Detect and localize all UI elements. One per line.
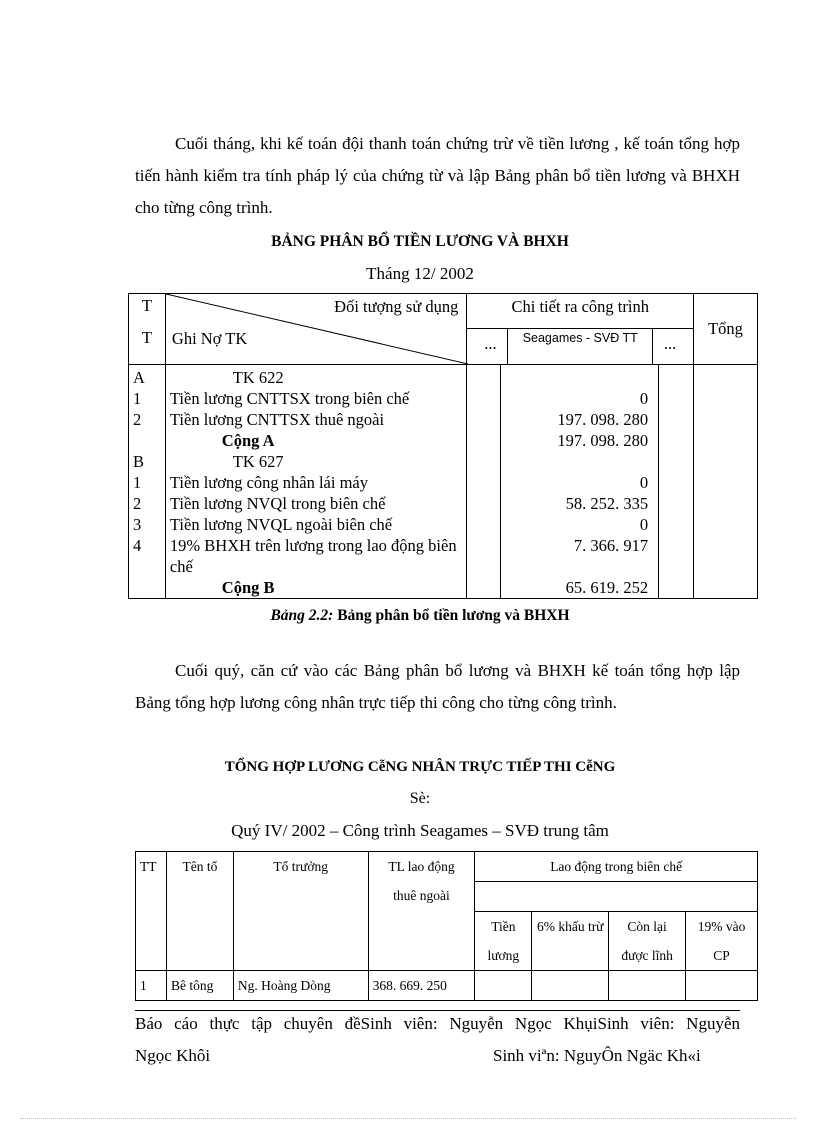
row-value: 0	[501, 472, 659, 493]
row-total	[694, 409, 758, 430]
t2-header-tl: TL lao động thuê ngoài	[368, 852, 475, 971]
row-label: TK 627	[165, 451, 467, 472]
header-tong: Tổng	[694, 294, 758, 365]
table-row	[129, 365, 758, 389]
header-doi-tuong: Đối tượng sử dụng	[334, 297, 459, 316]
row-value: 7. 366. 917	[501, 535, 659, 577]
row-dots-left	[467, 430, 501, 451]
intro-paragraph: Cuối tháng, khi kế toán đội thanh toán chứng trừ về tiền lương , kế toán tổng hợp tiến hành kiểm tra tính pháp lý của chứng từ và lập Bảng phân bổ tiền lương và BHXH cho từng công trình.	[135, 134, 740, 217]
row-total	[694, 388, 758, 409]
header-seagames: Seagames - SVĐ TT	[522, 331, 638, 345]
t2-header-to-truong: Tổ trưởng	[233, 852, 368, 971]
row-dots-right	[659, 535, 694, 577]
row-label: Tiền lương NVQL ngoài biên chế	[165, 514, 467, 535]
row-tt: B	[129, 451, 166, 472]
row-value: 0	[501, 514, 659, 535]
table-row	[129, 577, 758, 599]
row-value: 197. 098. 280	[501, 430, 659, 451]
row-total	[694, 472, 758, 493]
row-dots-left	[467, 493, 501, 514]
row-total	[694, 365, 758, 389]
table1-title: BẢNG PHÂN BỔ TIỀN LƯƠNG VÀ BHXH	[271, 233, 569, 250]
row-tt: 2	[129, 409, 166, 430]
row-dots-right	[659, 430, 694, 451]
row-label: Cộng B	[165, 577, 467, 599]
row-tt: 1	[129, 388, 166, 409]
header-tt: T T	[129, 294, 166, 365]
table-row	[129, 514, 758, 535]
footer-line2: Ngọc Khôi Sinh viªn: NguyÔn Ngäc Kh«i	[135, 1046, 701, 1065]
page-bottom-dotted-line	[20, 1118, 796, 1119]
t2-header-vao-cp: 19% vào CP	[686, 912, 758, 971]
table-row	[129, 472, 758, 493]
table-row	[129, 409, 758, 430]
row-tt	[129, 577, 166, 599]
row-label: Tiền lương công nhân lái máy	[165, 472, 467, 493]
row-label: 19% BHXH trên lương trong lao động biên chế	[165, 535, 467, 577]
row-dots-left	[467, 451, 501, 472]
header-chi-tiet: Chi tiết ra công trình	[467, 294, 693, 329]
t2-header-bien-che: Lao động trong biên chế	[475, 852, 758, 882]
header-dots-left: ...	[473, 329, 508, 364]
t2-header-blank	[475, 882, 758, 912]
table2-subtitle: Quý IV/ 2002 – Công trình Seagames – SVĐ trung tâm	[231, 821, 609, 840]
row-total	[694, 535, 758, 577]
row-dots-right	[659, 493, 694, 514]
row-value: 58. 252. 335	[501, 493, 659, 514]
row-tt: 4	[129, 535, 166, 577]
header-chi-tiet-group	[467, 294, 694, 365]
row-label: TK 622	[165, 365, 467, 389]
row-dots-left	[467, 577, 501, 599]
table1-subtitle: Tháng 12/ 2002	[366, 264, 474, 283]
row-value	[501, 451, 659, 472]
row-dots-left	[467, 409, 501, 430]
row-tt: A	[129, 365, 166, 389]
t2-header-tien-luong: Tiền lương	[475, 912, 532, 971]
summary-table	[135, 851, 758, 1001]
t2-header-ten-to: Tên tổ	[166, 852, 233, 971]
row-dots-right	[659, 365, 694, 389]
header-ghi-no: Ghi Nợ TK	[171, 329, 248, 348]
row-dots-left	[467, 388, 501, 409]
footer-line1: Báo cáo thực tập chuyên đềSinh viên: Nguyễn Ngọc KhụiSinh viên: Nguyễn	[135, 1014, 740, 1033]
row-value	[501, 365, 659, 389]
row-total	[694, 577, 758, 599]
table-row	[129, 535, 758, 577]
row-dots-left	[467, 535, 501, 577]
row-tt: 2	[129, 493, 166, 514]
row-dots-right	[659, 514, 694, 535]
row-tt: 1	[129, 472, 166, 493]
header-dots-right: ...	[652, 329, 687, 364]
row-label: Tiền lương CNTTSX thuê ngoài	[165, 409, 467, 430]
row-dots-right	[659, 472, 694, 493]
row-label: Tiền lương CNTTSX trong biên chế	[165, 388, 467, 409]
row-dots-right	[659, 451, 694, 472]
table2-number: Sè:	[409, 790, 431, 807]
table-row	[129, 493, 758, 514]
second-paragraph: Cuối quý, căn cứ vào các Bảng phân bổ lương và BHXH kế toán tổng hợp lập Bảng tổng hợp lương công nhân trực tiếp thi công cho từng công trình.	[135, 661, 740, 712]
row-label: Cộng A	[165, 430, 467, 451]
row-tt	[129, 430, 166, 451]
table-row	[129, 451, 758, 472]
row-value: 65. 619. 252	[501, 577, 659, 599]
t2-header-tt: TT	[136, 852, 167, 971]
table2-title: TỔNG HỢP LƯƠNG CễNG NHÂN TRỰC TIẾP THI CễNG	[224, 759, 616, 775]
t2-header-con-lai: Còn lại được lĩnh	[609, 912, 686, 971]
allocation-table	[128, 293, 758, 599]
row-value: 197. 098. 280	[501, 409, 659, 430]
row-total	[694, 430, 758, 451]
header-diagonal-cell	[165, 294, 467, 365]
t2-row: 1 Bê tông Ng. Hoàng Dòng 368. 669. 250	[136, 971, 758, 1001]
row-dots-left	[467, 365, 501, 389]
row-dots-left	[467, 514, 501, 535]
t2-header-khau-tru: 6% khấu trừ	[532, 912, 609, 971]
table-row	[129, 430, 758, 451]
row-label: Tiền lương NVQl trong biên chế	[165, 493, 467, 514]
row-dots-right	[659, 409, 694, 430]
row-dots-left	[467, 472, 501, 493]
row-total	[694, 493, 758, 514]
row-total	[694, 451, 758, 472]
row-dots-right	[659, 388, 694, 409]
table1-caption: Bảng 2.2: Bảng phân bổ tiền lương và BHXH	[270, 607, 570, 624]
row-value: 0	[501, 388, 659, 409]
row-dots-right	[659, 577, 694, 599]
row-total	[694, 514, 758, 535]
row-tt: 3	[129, 514, 166, 535]
table-row	[129, 388, 758, 409]
